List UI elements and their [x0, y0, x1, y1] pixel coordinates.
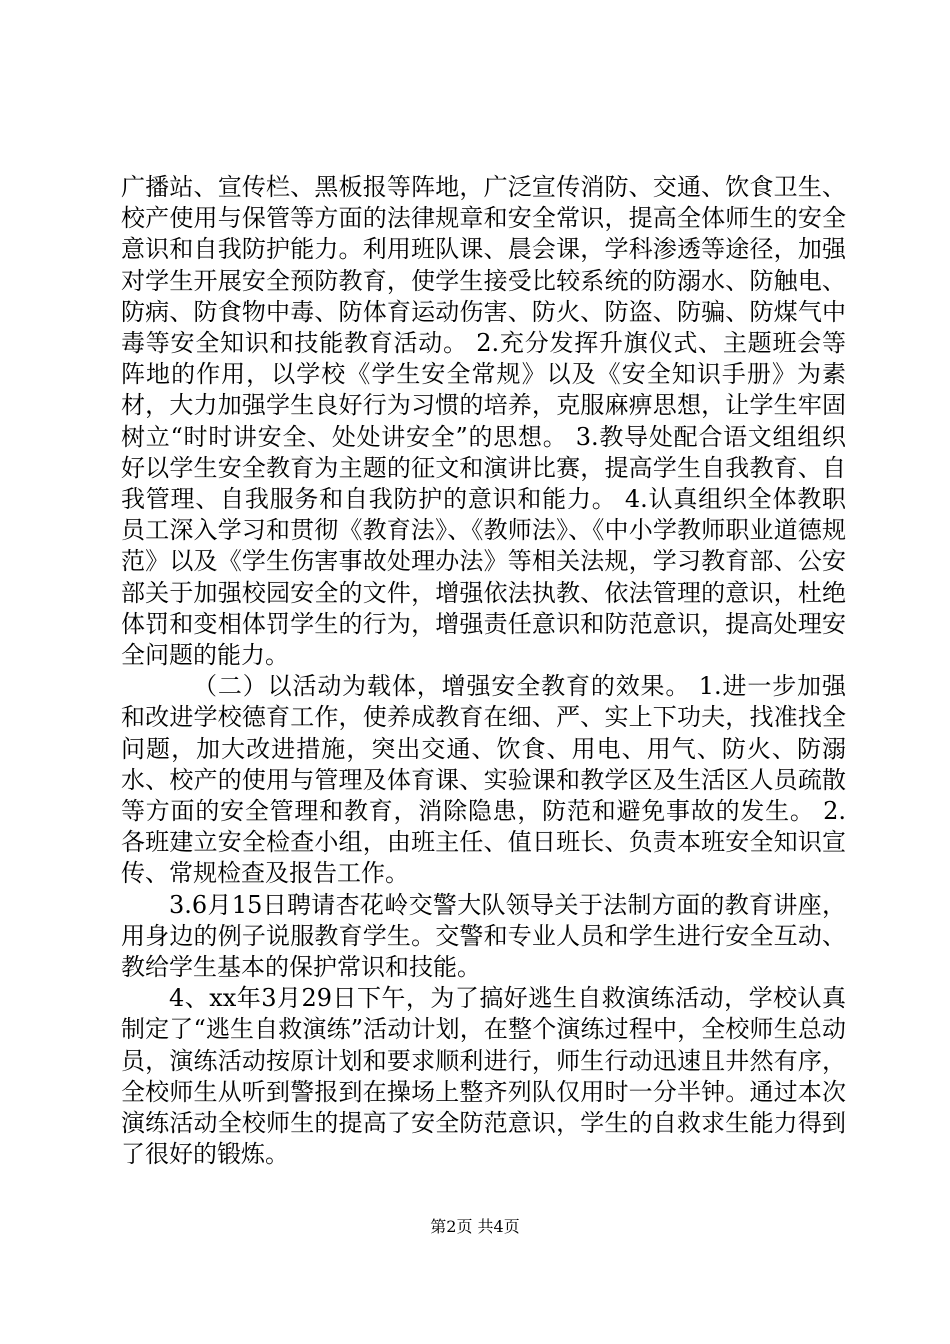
document-body: [121, 172, 846, 1171]
paragraph-traffic-lecture: 3.6月15日聘请杏花岭交警大队领导关于法制方面的教育讲座，用身边的例子说服教育学生。交警和专业人员和学生进行安全互动、教给学生基本的保护常识和技能。: [121, 890, 846, 982]
page-number-footer: 第2页 共4页: [430, 1217, 520, 1236]
paragraph-activities: （二）以活动为载体，增强安全教育的效果。 1.进一步加强和改进学校德育工作，使养成教育在细、严、实上下功夫，找准找全问题，加大改进措施，突出交通、饮食、用电、用气、防火、防溺水、校产的使用与管理及体育课、实验课和教学区及生活区人员疏散等方面的安全管理和教育，消除隐患，防范和避免事故的发生。 2.各班建立安全检查小组，由班主任、值日班长、负责本班安全知识宣传、常规检查及报告工作。: [121, 672, 846, 888]
paragraph-evacuation-drill: 4、xx年3月29日下午，为了搞好逃生自救演练活动，学校认真制定了“逃生自救演练”活动计划，在整个演练过程中，全校师生总动员，演练活动按原计划和要求顺利进行，师生行动迅速且井然有序，全校师生从听到警报到在操场上整齐列队仅用时一分半钟。通过本次演练活动全校师生的提高了安全防范意识，学生的自救求生能力得到了很好的锻炼。: [121, 984, 846, 1169]
paragraph-safety-publicity: 广播站、宣传栏、黑板报等阵地，广泛宣传消防、交通、饮食卫生、校产使用与保管等方面的法律规章和安全常识，提高全体师生的安全意识和自我防护能力。利用班队课、晨会课，学科渗透等途径，加强对学生开展安全预防教育，使学生接受比较系统的防溺水、防触电、防病、防食物中毒、防体育运动伤害、防火、防盗、防骗、防煤气中毒等安全知识和技能教育活动。 2.充分发挥升旗仪式、主题班会等阵地的作用，以学校《学生安全常规》以及《安全知识手册》为素材，大力加强学生良好行为习惯的培养，克服麻痹思想，让学生牢固树立“时时讲安全、处处讲安全”的思想。 3.教导处配合语文组组织好以学生安全教育为主题的征文和演讲比赛，提高学生自我教育、自我管理、自我服务和自我防护的意识和能力。 4.认真组织全体教职员工深入学习和贯彻《教育法》、《教师法》、《中小学教师职业道德规范》以及《学生伤害事故处理办法》等相关法规，学习教育部、公安部关于加强校园安全的文件，增强依法执教、依法管理的意识，杜绝体罚和变相体罚学生的行为，增强责任意识和防范意识，提高处理安全问题的能力。: [121, 173, 846, 670]
